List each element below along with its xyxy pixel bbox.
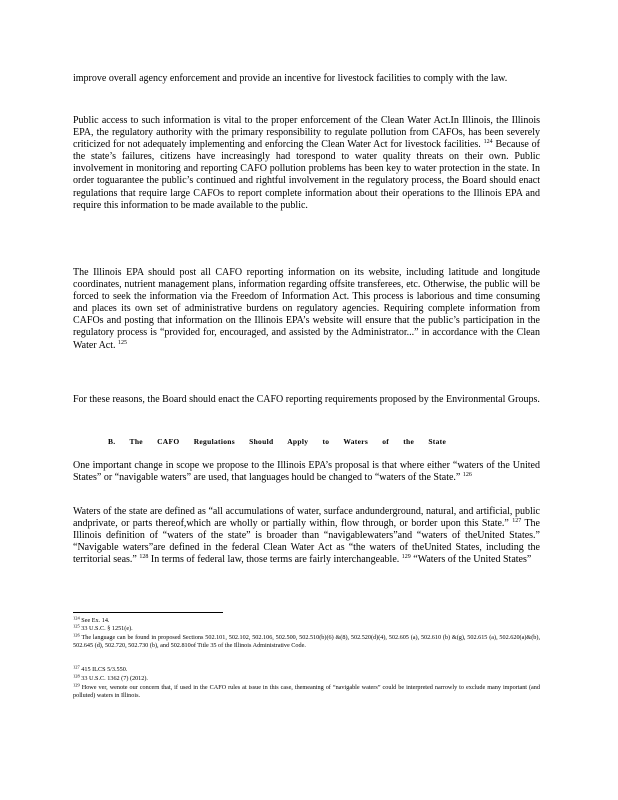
footnote-text: 33 U.S.C. § 1251(e). [79,625,133,632]
paragraph-text: In terms of federal law, those terms are fairly interchangeable. [148,554,402,566]
footnote-text: Howe ver, wenote our concern that, if used in the CAFO rules at issue in this case, themeaning of “navigable waters” could be interpreted narrowly to exclude many important (and polluted) waters in Illinois. [73,684,540,699]
paragraph-text: The Illinois EPA should post all CAFO reporting information on its website, including latitude and longitude coordinates, nutrient management plans, information regarding offsite transferees, etc. Otherwise, the public will be forced to seek the information via the Freedom of Information Act. This process is laborious and time consuming and places its own set of administrative burdens on regulatory agencies. Requiring complete information from CAFOs and posting that information on the Illinois EPA’s website will ensure that the public’s participation in the regulatory process is “provided for, encouraged, and assisted by the Administrator...” in accordance with the Clean Water Act. [73,267,540,351]
paragraph-scope-change [73,460,540,484]
footnote-127 [73,666,540,674]
section-heading: B. The CAFO Regulations Should Apply to Waters of the State [108,437,447,446]
footnote-number: 129 [73,682,80,688]
footnote-number: 124 [73,615,80,621]
footnote-number: 125 [73,623,80,629]
paragraph-waters-definition [73,506,540,566]
footnote-text: The language can be found in proposed Sections 502.101, 502.102, 502.106, 502.500, 502.510(b)(6) &(8), 502.520(d)(4), 502.605 (a), 502.610 (b) &(g), 502.615 (a), 502.620(a)&(b), 502.645 (d), 502.720, 502.730 (b), and 502.810of Title 35 of the Illinois Administrative Code. [73,634,540,649]
footnote-129 [73,684,540,699]
paragraph-enforcement [73,73,540,85]
footnote-reference: 126 [462,472,472,479]
paragraph-text: The Illinois definition of “waters of the state” is broader than “navigablewaters”and “waters of theUnited States.” “Navigable waters”are defined in the federal Clean Water Act as “the waters of theUnited States, including the territorial seas.” [73,518,540,566]
footnote-128 [73,675,540,683]
footnote-text: See Ex. 14. [79,617,110,624]
paragraph-text: One important change in scope we propose to the Illinois EPA’s proposal is that where either “waters of the United States” or “navigable waters” are used, that languages hould be changed to “waters of the State.” [73,460,540,484]
footnote-text: 415 ILCS 5/3.550. [79,666,128,673]
paragraph-text: improve overall agency enforcement and provide an incentive for livestock facilities to comply with the law. [73,73,508,84]
footnote-126 [73,634,540,649]
footnote-reference: 127 [512,518,522,525]
footnote-reference: 129 [401,554,411,561]
paragraph-text: Because of the state’s failures, citizens have increasingly had torespond to water quality threats on their own. Public involvement in monitoring and reporting CAFO pollution problems has been key to water protection in the state. In order toguarantee the public’s continued and rightful involvement in the regulatory process, the Board should enact regulations that require large CAFOs to report complete information about their operations to the Illinois EPA and require this information to be made available to the public. [73,139,540,211]
footnote-reference: 124 [483,139,493,146]
paragraph-text: For these reasons, the Board should enact the CAFO reporting requirements proposed by the Environmental Groups. [73,394,540,405]
footnote-number: 128 [73,673,80,679]
paragraph-text: Public access to such information is vital to the proper enforcement of the Clean Water Act.In Illinois, the Illinois EPA, the regulatory authority with the primary responsibility to regulate pollution from CAFOs, has been severely criticized for not adequately implementing and enforcing the Clean Water Act for livestock facilities. [73,115,540,151]
paragraph-text: Waters of the state are defined as “all accumulations of water, surface andunderground, natural, and artificial, public andprivate, or parts thereof,which are wholly or partially within, flow through, or border upon this State.” [73,506,540,530]
footnote-number: 126 [73,632,80,638]
paragraph-conclusion [73,394,540,406]
footnote-number: 127 [73,664,80,670]
footnote-text: 33 U.S.C. 1362 (7) (2012). [79,675,148,682]
footnote-125 [73,625,540,633]
footnote-separator [73,612,223,613]
footnote-124 [73,617,540,625]
footnote-reference: 128 [139,554,149,561]
paragraph-public-access [73,115,540,212]
paragraph-text: “Waters of the United States” [410,554,532,566]
footnote-reference: 125 [118,339,128,346]
paragraph-website-posting [73,267,540,352]
